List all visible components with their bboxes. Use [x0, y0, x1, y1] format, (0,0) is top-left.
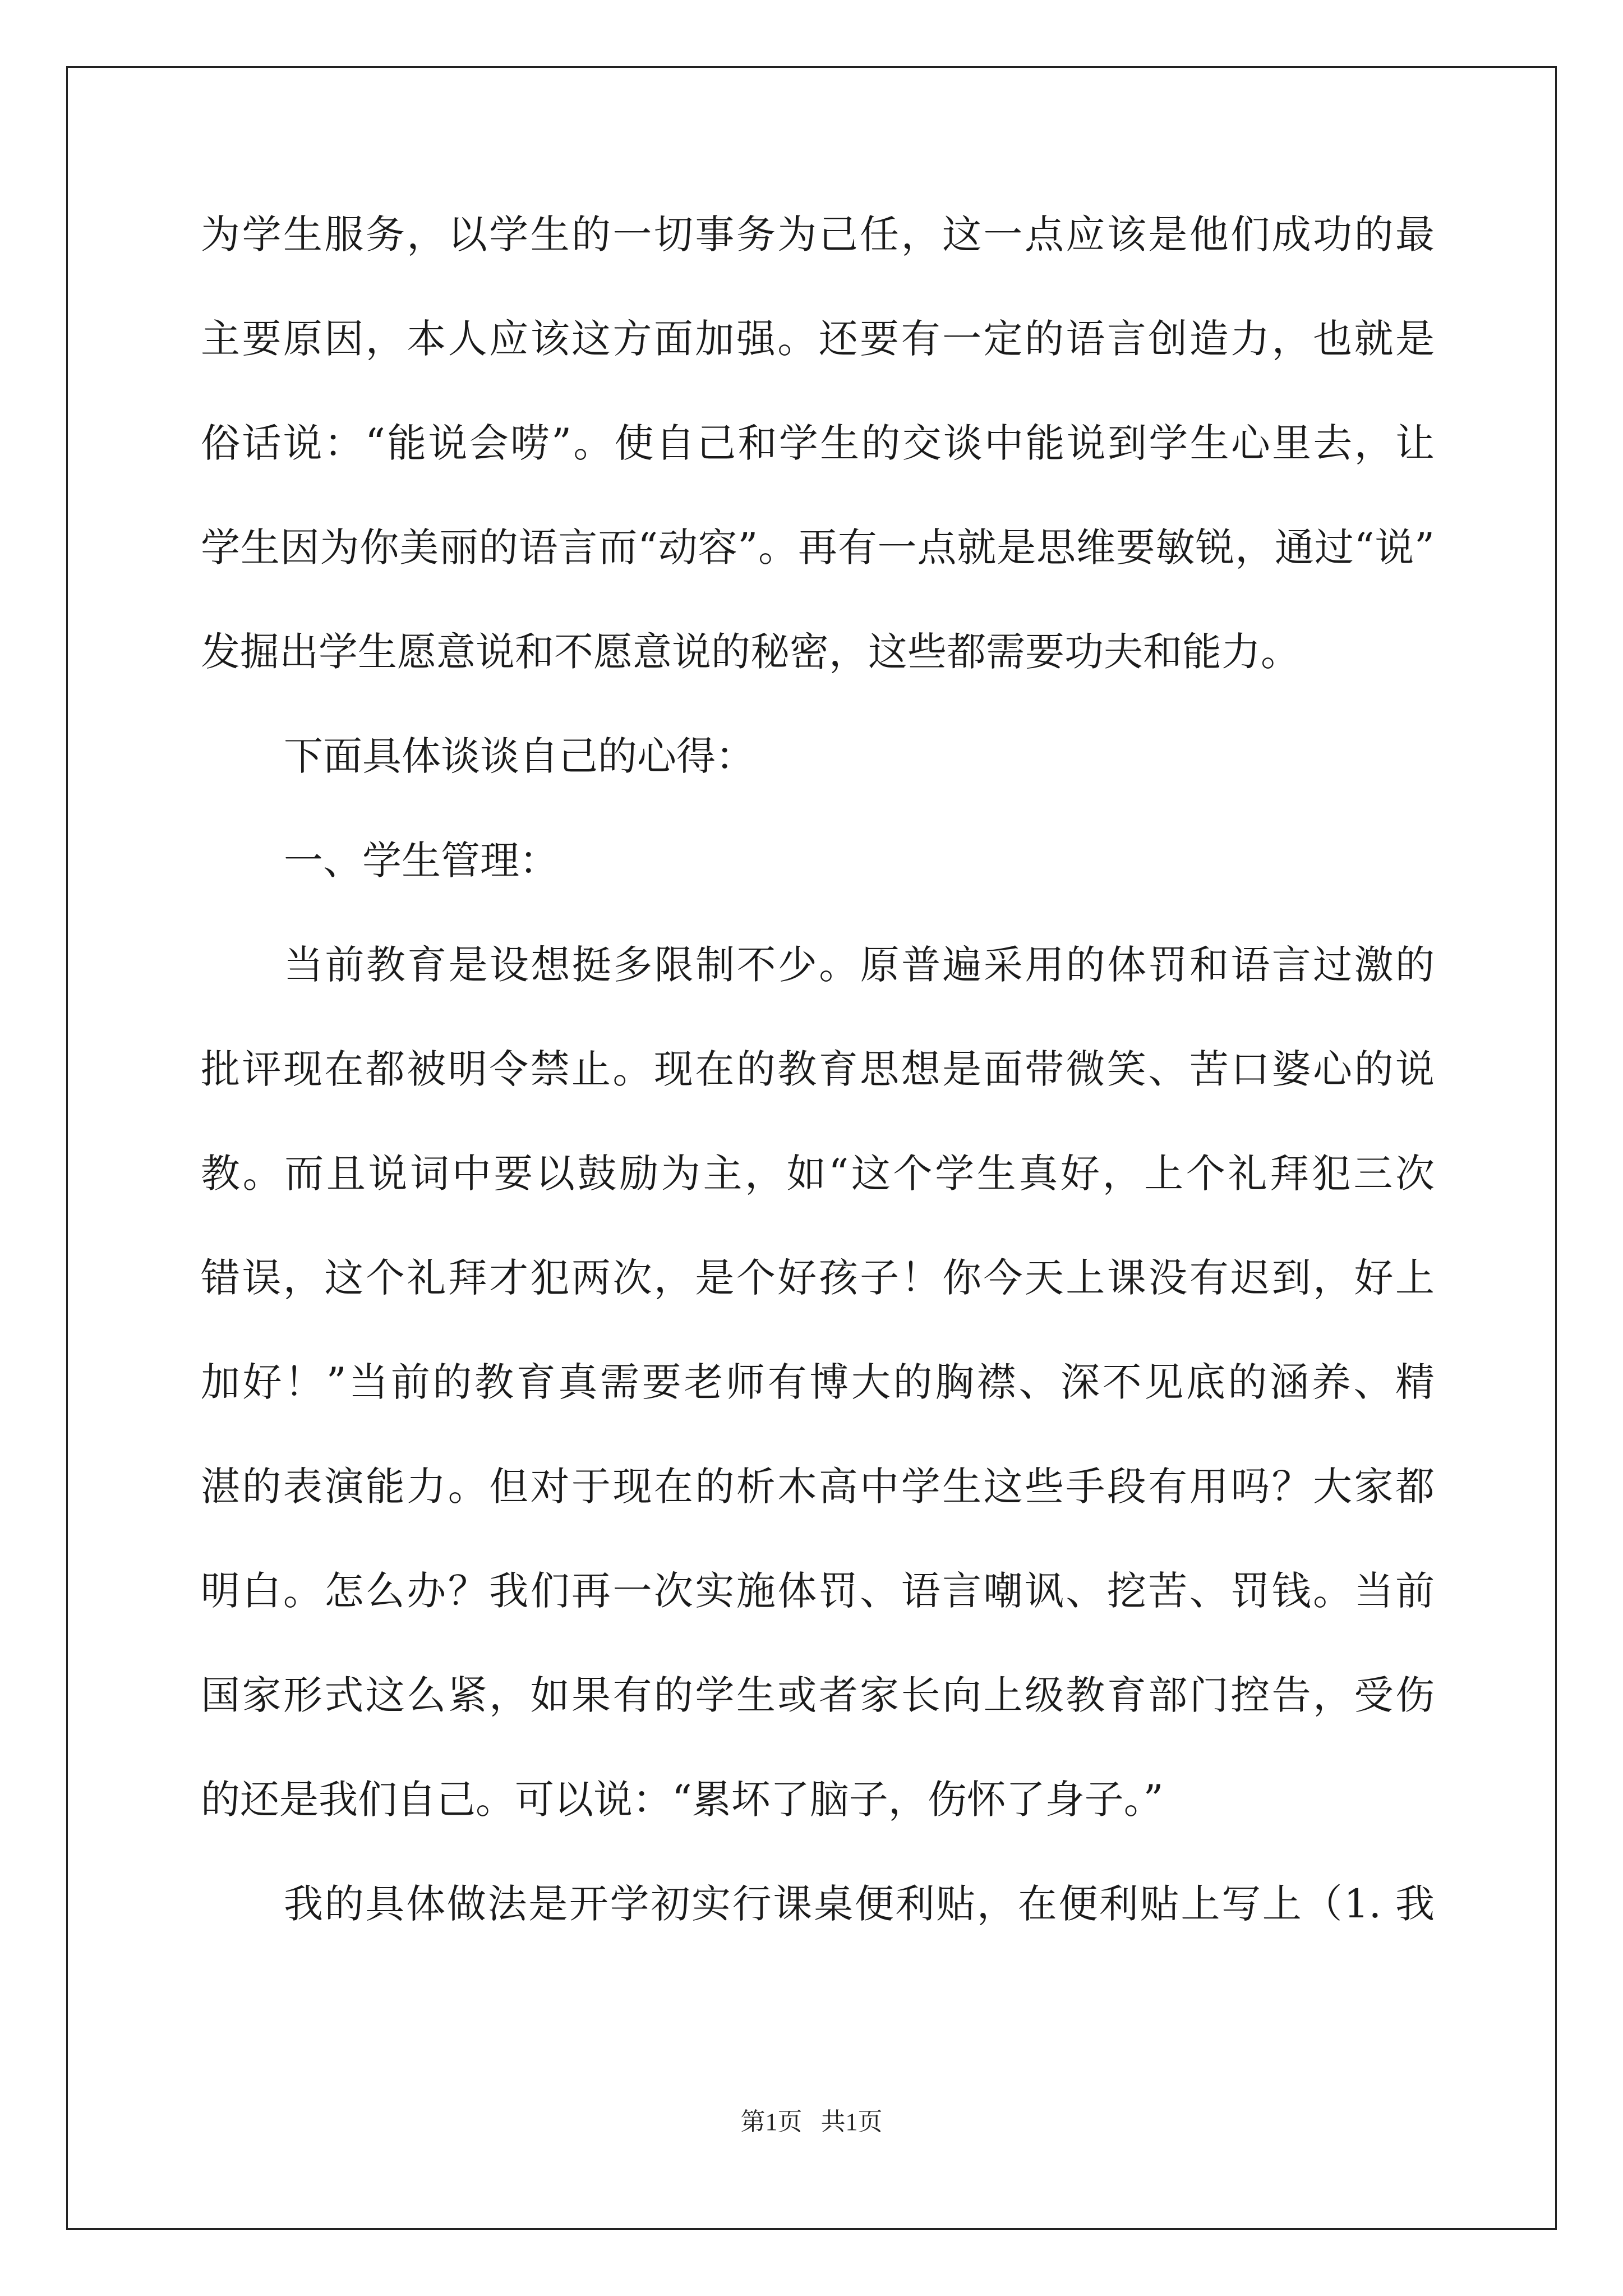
text-line: 下面具体谈谈自己的心得：	[284, 733, 755, 779]
text-line: 主要原因，本人应该这方面加强。还要有一定的语言创造力，也就是	[201, 316, 1435, 362]
text-line: 我的具体做法是开学初实行课桌便利贴，在便利贴上写上（1. 我	[284, 1881, 1435, 1927]
text-line: 湛的表演能力。但对于现在的析木高中学生这些手段有用吗？大家都	[201, 1464, 1435, 1510]
text-line: 教。而且说词中要以鼓励为主，如“这个学生真好，上个礼拜犯三次	[201, 1151, 1435, 1197]
text-line: 国家形式这么紧，如果有的学生或者家长向上级教育部门控告，受伤	[201, 1672, 1435, 1718]
text-line: 为学生服务，以学生的一切事务为己任，这一点应该是他们成功的最	[201, 211, 1435, 257]
text-line: 明白。怎么办？我们再一次实施体罚、语言嘲讽、挖苦、罚钱。当前	[201, 1568, 1435, 1614]
text-line: 当前教育是设想挺多限制不少。原普遍采用的体罚和语言过激的	[284, 942, 1435, 988]
text-line: 加好！”当前的教育真需要老师有博大的胸襟、深不见底的涵养、精	[201, 1359, 1435, 1405]
section-heading: 一、学生管理：	[284, 838, 559, 884]
text-line: 发掘出学生愿意说和不愿意说的秘密，这些都需要功夫和能力。	[201, 629, 1300, 675]
text-line: 的还是我们自己。可以说：“累坏了脑子，伤怀了身子。”	[201, 1777, 1164, 1823]
text-line: 错误，这个礼拜才犯两次，是个好孩子！你今天上课没有迟到，好上	[201, 1255, 1435, 1301]
text-line: 俗话说：“能说会唠”。使自己和学生的交谈中能说到学生心里去，让	[201, 420, 1435, 466]
text-line: 批评现在都被明令禁止。现在的教育思想是面带微笑、苦口婆心的说	[201, 1046, 1435, 1092]
page-number-footer: 第1页 共1页	[740, 2108, 883, 2136]
text-line: 学生因为你美丽的语言而“动容”。再有一点就是思维要敏锐，通过“说”	[201, 524, 1435, 570]
